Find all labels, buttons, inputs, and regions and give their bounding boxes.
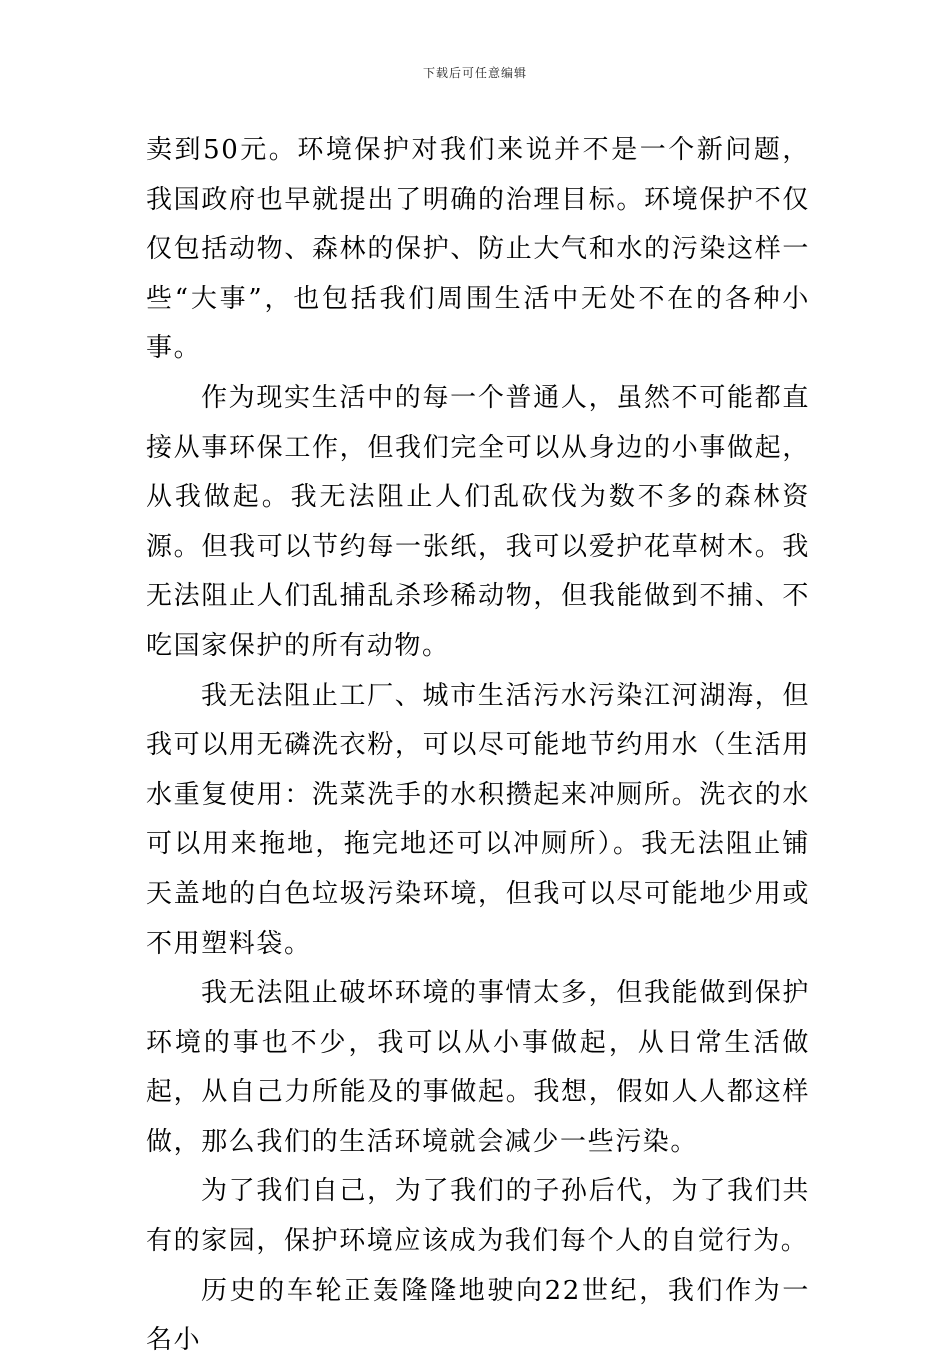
paragraph-5: 为了我们自己，为了我们的子孙后代，为了我们共有的家园，保护环境应该成为我们每个人的自觉行为。 bbox=[146, 1176, 810, 1257]
document-body bbox=[146, 126, 810, 1366]
paragraph-2: 作为现实生活中的每一个普通人，虽然不可能都直接从事环保工作，但我们完全可以从身边的小事做起，从我做起。我无法阻止人们乱砍伐为数不多的森林资源。但我可以节约每一张纸，我可以爱护花草树木。我无法阻止人们乱捕乱杀珍稀动物，但我能做到不捕、不吃国家保护的所有动物。 bbox=[146, 382, 810, 661]
paragraph-3: 我无法阻止工厂、城市生活污水污染江河湖海，但我可以用无磷洗衣粉，可以尽可能地节约用水（生活用水重复使用：洗菜洗手的水积攒起来冲厕所。洗衣的水可以用来拖地，拖完地还可以冲厕所）。我无法阻止铺天盖地的白色垃圾污染环境，但我可以尽可能地少用或不用塑料袋。 bbox=[146, 680, 810, 959]
paragraph-6: 历史的车轮正轰隆隆地驶向22世纪，我们作为一名小 bbox=[146, 1275, 810, 1356]
page-header: 下载后可任意编辑 bbox=[422, 66, 527, 80]
paragraph-1: 卖到50元。环境保护对我们来说并不是一个新问题，我国政府也早就提出了明确的治理目标。环境保护不仅仅包括动物、森林的保护、防止大气和水的污染这样一些“大事”，也包括我们周围生活中无处不在的各种小事。 bbox=[146, 135, 810, 364]
paragraph-4: 我无法阻止破坏环境的事情太多，但我能做到保护环境的事也不少，我可以从小事做起，从日常生活做起，从自己力所能及的事做起。我想，假如人人都这样做，那么我们的生活环境就会减少一些污染。 bbox=[146, 978, 810, 1157]
